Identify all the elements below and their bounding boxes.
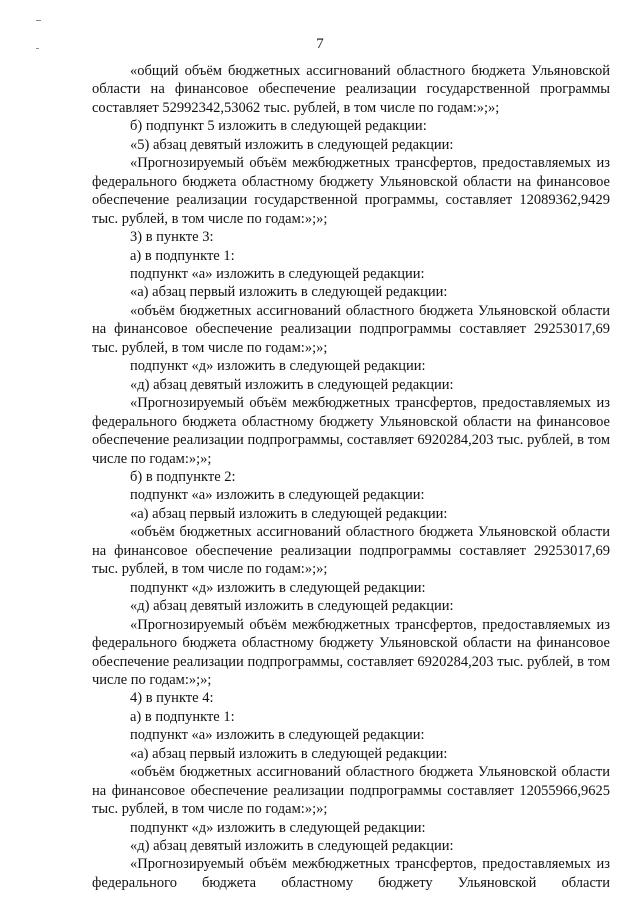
paragraph: «объём бюджетных ассигнований областного бюджета Ульяновской области на финансовое обеспечение реализации подпрограммы составляет 12055966,9625 тыс. рублей, в том числе по годам:»;»; bbox=[92, 764, 610, 818]
paragraph: «а) абзац первый изложить в следующей редакции: bbox=[130, 284, 448, 301]
paragraph: 3) в пункте 3: bbox=[130, 229, 214, 246]
paragraph: подпункт «а» изложить в следующей редакции: bbox=[130, 265, 425, 282]
paragraph: «а) абзац первый изложить в следующей редакции: bbox=[130, 745, 448, 762]
paragraph: «д) абзац девятый изложить в следующей редакции: bbox=[130, 376, 454, 393]
paragraph: подпункт «д» изложить в следующей редакции: bbox=[130, 358, 426, 375]
paragraph: 4) в пункте 4: bbox=[130, 690, 214, 707]
paragraph: «общий объём бюджетных ассигнований областного бюджета Ульяновской области на финансовое обеспечение реализации государственной программы составляет 52992342,53062 тыс. рублей, в том числе по годам:»;»; bbox=[92, 63, 610, 116]
paragraph: б) в подпункте 2: bbox=[130, 468, 236, 485]
paragraph: «Прогнозируемый объём межбюджетных трансфертов, предоставляемых из федерального бюджета областному бюджету Ульяновской области на финансовое обеспечение реализации подпрограммы, составляет 6920284,203 тыс. рублей, в том числе по годам:»;»; bbox=[92, 616, 610, 688]
paragraph: б) подпункт 5 изложить в следующей редакции: bbox=[130, 118, 427, 135]
paragraph: подпункт «а» изложить в следующей редакции: bbox=[130, 487, 425, 504]
paragraph: «а) абзац первый изложить в следующей редакции: bbox=[130, 505, 448, 522]
paragraph: «Прогнозируемый объём межбюджетных трансфертов, предоставляемых из федерального бюджета областному бюджету Ульяновской области на финансовое обеспечение реализации подпрограммы, составляет 6920284,203 тыс. рублей, в том числе по годам:»;»; bbox=[92, 395, 610, 467]
paragraph: а) в подпункте 1: bbox=[130, 247, 235, 264]
paragraph: «Прогнозируемый объём межбюджетных трансфертов, предоставляемых из федерального бюджета областному бюджету Ульяновской области на финансовое обеспечение реализации государственной программы, составляет 12089362,9429 тыс. рублей, в том числе по годам:»;»; bbox=[92, 155, 610, 227]
paragraph: подпункт «д» изложить в следующей редакции: bbox=[130, 579, 426, 596]
document-body bbox=[92, 62, 610, 892]
paragraph: подпункт «д» изложить в следующей редакции: bbox=[130, 819, 426, 836]
page-number: 7 bbox=[316, 36, 324, 52]
paragraph: «5) абзац девятый изложить в следующей редакции: bbox=[130, 136, 454, 153]
paragraph: а) в подпункте 1: bbox=[130, 708, 235, 725]
paragraph: «д) абзац девятый изложить в следующей редакции: bbox=[130, 598, 454, 615]
paragraph: «Прогнозируемый объём межбюджетных трансфертов, предоставляемых из федерального бюджета областному бюджету Ульяновской области bbox=[92, 856, 610, 891]
scan-mark bbox=[36, 20, 41, 21]
paragraph: подпункт «а» изложить в следующей редакции: bbox=[130, 727, 425, 744]
paragraph: «объём бюджетных ассигнований областного бюджета Ульяновской области на финансовое обеспечение реализации подпрограммы составляет 29253017,69 тыс. рублей, в том числе по годам:»;»; bbox=[92, 524, 610, 578]
paragraph: «объём бюджетных ассигнований областного бюджета Ульяновской области на финансовое обеспечение реализации подпрограммы составляет 29253017,69 тыс. рублей, в том числе по годам:»;»; bbox=[92, 302, 610, 356]
paragraph: «д) абзац девятый изложить в следующей редакции: bbox=[130, 838, 454, 855]
